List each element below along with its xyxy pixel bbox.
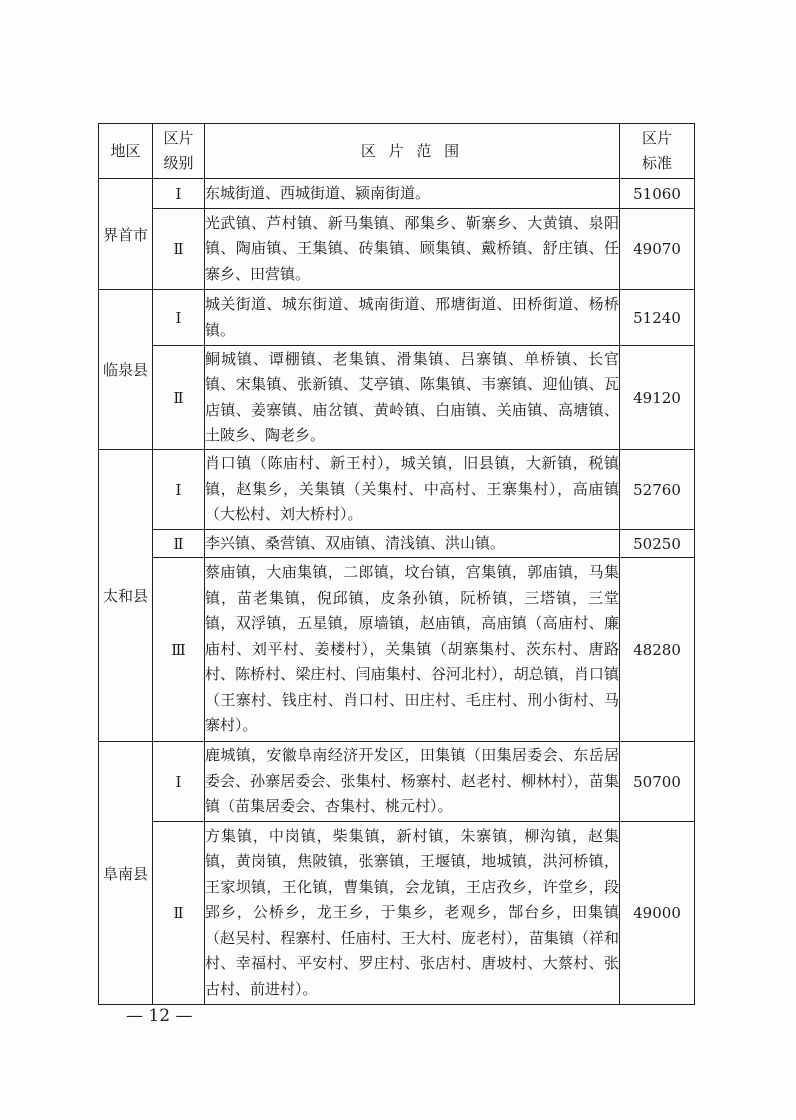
zone-standard: 51240 xyxy=(620,290,695,346)
zone-standard: 51060 xyxy=(620,179,695,209)
zone-level: Ⅲ xyxy=(153,558,205,742)
region-name: 界首市 xyxy=(99,179,153,290)
zone-standard: 50700 xyxy=(620,742,695,822)
table-row xyxy=(99,209,695,290)
region-name: 太和县 xyxy=(99,450,153,742)
zone-scope: 光武镇、芦村镇、新马集镇、邴集乡、靳寨乡、大黄镇、泉阳镇、陶庙镇、王集镇、砖集镇、顾集镇、戴桥镇、舒庄镇、任寨乡、田营镇。 xyxy=(205,209,620,290)
zone-standard: 50250 xyxy=(620,530,695,558)
zone-level: Ⅰ xyxy=(153,179,205,209)
header-region: 地区 xyxy=(99,124,153,179)
table-header-row xyxy=(99,124,695,179)
table-row xyxy=(99,822,695,1005)
zone-level: Ⅰ xyxy=(153,450,205,530)
zone-level: Ⅱ xyxy=(153,822,205,1005)
zone-scope: 蔡庙镇，大庙集镇，二郎镇，坟台镇，宫集镇，郭庙镇，马集镇，苗老集镇，倪邱镇，皮条孙镇，阮桥镇，三塔镇，三堂镇，双浮镇，五星镇，原墙镇，赵庙镇，高庙镇（高庙村、廉庙村、刘平村、姜楼村），关集镇（胡寨集村、茨东村、唐路村、陈桥村、梁庄村、闫庙集村、谷河北村），胡总镇，肖口镇（王寨村、钱庄村、肖口村、田庄村、毛庄村、刑小街村、马寨村）。 xyxy=(205,558,620,742)
zone-level: Ⅱ xyxy=(153,530,205,558)
table-row xyxy=(99,290,695,346)
zone-scope: 方集镇，中岗镇，柴集镇，新村镇，朱寨镇，柳沟镇，赵集镇，黄岗镇，焦陂镇，张寨镇，王堰镇，地城镇，洪河桥镇，王家坝镇，王化镇，曹集镇，会龙镇，王店孜乡，许堂乡，段郢乡，公桥乡，龙王乡，于集乡，老观乡，郜台乡，田集镇（赵吴村、程寨村、任庙村、王大村、庞老村），苗集镇（祥和村、幸福村、平安村、罗庄村、张店村、唐坡村、大蔡村、张古村、前进村）。 xyxy=(205,822,620,1005)
header-scope: 区 片 范 围 xyxy=(205,124,620,179)
table-row xyxy=(99,558,695,742)
table-row xyxy=(99,179,695,209)
zone-scope: 鹿城镇，安徽阜南经济开发区，田集镇（田集居委会、东岳居委会、孙寨居委会、张集村、杨寨村、赵老村、柳林村），苗集镇（苗集居委会、杏集村、桃元村）。 xyxy=(205,742,620,822)
zone-standard: 52760 xyxy=(620,450,695,530)
zone-level: Ⅰ xyxy=(153,290,205,346)
zone-scope: 李兴镇、桑营镇、双庙镇、清浅镇、洪山镇。 xyxy=(205,530,620,558)
zone-scope: 肖口镇（陈庙村、新王村），城关镇，旧县镇，大新镇，税镇镇，赵集乡，关集镇（关集村、中高村、王寨集村），高庙镇（大松村、刘大桥村）。 xyxy=(205,450,620,530)
zone-standard: 48280 xyxy=(620,558,695,742)
zone-standard: 49120 xyxy=(620,346,695,450)
zone-scope: 鲖城镇、谭棚镇、老集镇、滑集镇、吕寨镇、单桥镇、长官镇、宋集镇、张新镇、艾亭镇、陈集镇、韦寨镇、迎仙镇、瓦店镇、姜寨镇、庙岔镇、黄岭镇、白庙镇、关庙镇、高塘镇、土陂乡、陶老乡。 xyxy=(205,346,620,450)
region-name: 临泉县 xyxy=(99,290,153,450)
header-level: 区片 级别 xyxy=(153,124,205,179)
zone-scope: 城关街道、城东街道、城南街道、邢塘街道、田桥街道、杨桥镇。 xyxy=(205,290,620,346)
table-row xyxy=(99,450,695,530)
zone-scope: 东城街道、西城街道、颍南街道。 xyxy=(205,179,620,209)
table-row xyxy=(99,346,695,450)
zone-standard: 49070 xyxy=(620,209,695,290)
header-standard: 区片 标准 xyxy=(620,124,695,179)
zone-level: Ⅱ xyxy=(153,346,205,450)
table-row xyxy=(99,742,695,822)
zone-level: Ⅱ xyxy=(153,209,205,290)
zone-level: Ⅰ xyxy=(153,742,205,822)
page-number: — 12 — xyxy=(126,1006,193,1026)
land-zone-table xyxy=(98,123,695,1005)
region-name: 阜南县 xyxy=(99,742,153,1005)
zone-standard: 49000 xyxy=(620,822,695,1005)
table-row xyxy=(99,530,695,558)
